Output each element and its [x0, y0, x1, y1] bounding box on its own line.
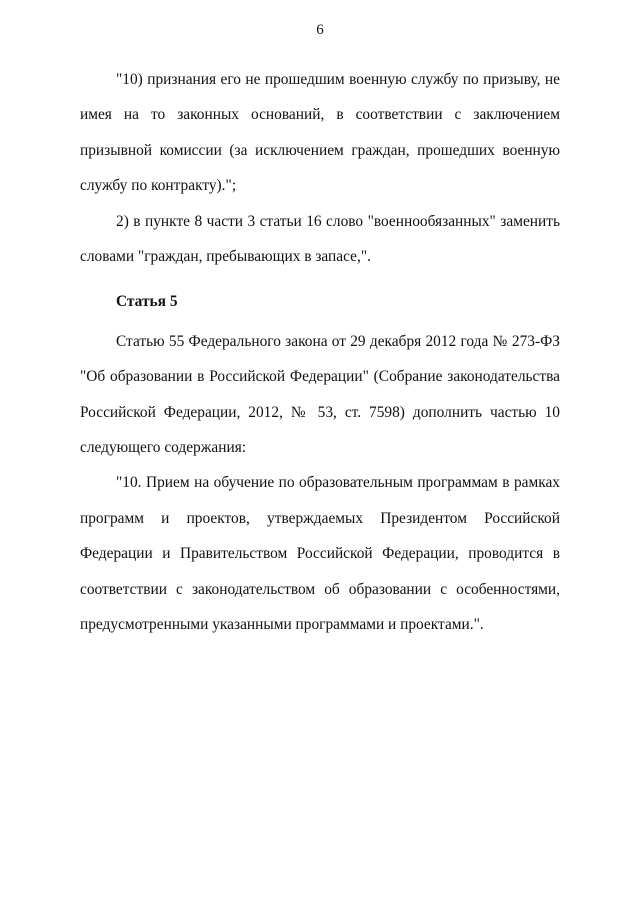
- paragraph-article-55-amendment: Статью 55 Федерального закона от 29 декабря 2012 года № 273-ФЗ "Об образовании в Российской Федерации" (Собрание законодательства Российской Федерации, 2012, № 53, ст. 7598) дополнить частью 10 следующего содержания:: [80, 332, 560, 457]
- paragraph-item-2: 2) в пункте 8 части 3 статьи 16 слово "военнообязанных" заменить словами "граждан, пребывающих в запасе,".: [80, 212, 560, 266]
- document-body: [80, 62, 560, 643]
- article-heading: Статья 5: [116, 293, 178, 311]
- page-number: 6: [316, 22, 324, 38]
- paragraph-part-10: "10. Прием на обучение по образовательным программам в рамках программ и проектов, утверждаемых Президентом Российской Федерации и Правительством Российской Федерации, проводится в соответствии с законодательством об образовании с особенностями, предусмотренными указанными программами и проектами.".: [80, 474, 560, 634]
- paragraph-item-10: "10) признания его не прошедшим военную службу по призыву, не имея на то законных оснований, в соответствии с заключением призывной комиссии (за исключением граждан, прошедших военную службу по контракту).";: [80, 71, 560, 195]
